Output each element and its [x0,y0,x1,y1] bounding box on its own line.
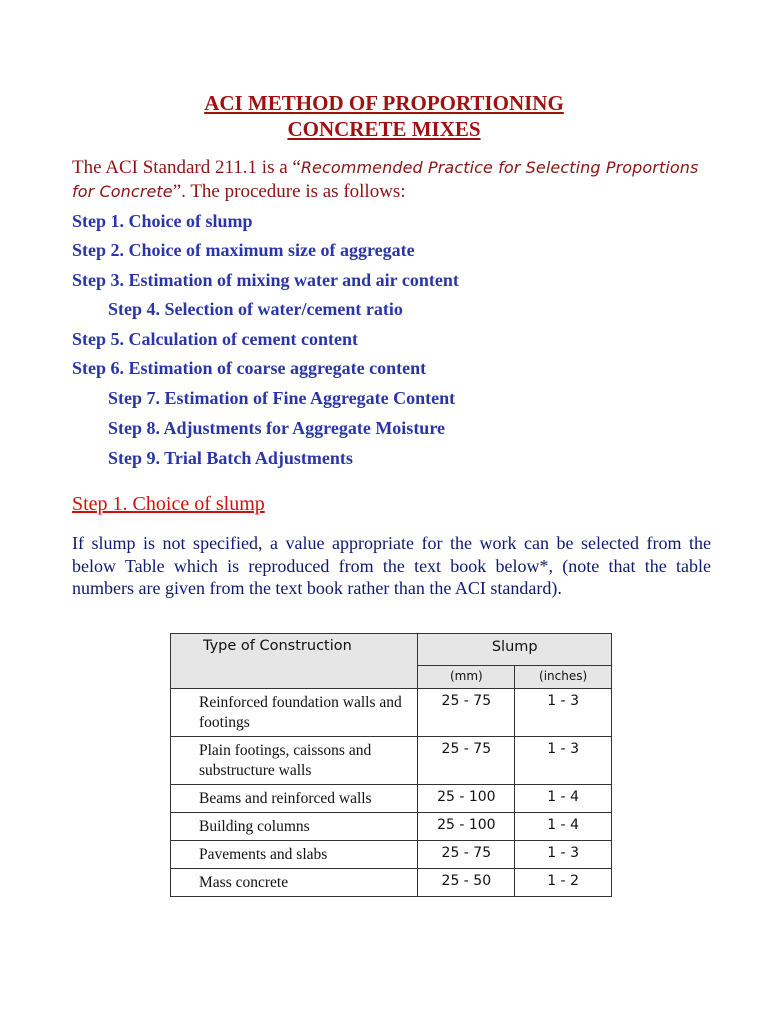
table-cell-type: Pavements and slabs [171,841,418,869]
table-header-type: Type of Construction [171,634,418,689]
document-title-line-1: ACI METHOD OF PROPORTIONING [204,91,564,115]
table-cell-inches: 1 - 3 [515,841,612,869]
table-cell-inches: 1 - 2 [515,869,612,897]
table-row [171,785,612,813]
table-subheader-mm: (mm) [418,665,515,688]
intro-paragraph [72,156,712,204]
step-list-item: Step 3. Estimation of mixing water and air content [72,270,459,290]
table-cell-type: Mass concrete [171,869,418,897]
table-cell-mm: 25 - 75 [418,689,515,737]
slump-paragraph: If slump is not specified, a value appropriate for the work can be selected from the below Table which is reproduced from the text book below*, (note that the table numbers are given from the text book rather than the ACI standard). [72,533,711,598]
table-row [171,841,612,869]
table-cell-type: Building columns [171,813,418,841]
table-cell-inches: 1 - 3 [515,689,612,737]
table-row [171,737,612,785]
table-cell-mm: 25 - 75 [418,737,515,785]
table-cell-mm: 25 - 100 [418,813,515,841]
step-list-item: Step 8. Adjustments for Aggregate Moisture [108,418,445,438]
table-cell-mm: 25 - 50 [418,869,515,897]
table-cell-mm: 25 - 75 [418,841,515,869]
table-cell-inches: 1 - 4 [515,813,612,841]
table-cell-inches: 1 - 3 [515,737,612,785]
intro-prefix: The ACI Standard 211.1 is a “ [72,157,301,178]
table-header-slump: Slump [418,634,612,666]
intro-suffix: ”. The procedure is as follows: [172,181,406,202]
table-cell-type: Reinforced foundation walls and footings [171,689,418,737]
slump-table [170,633,612,897]
table-cell-mm: 25 - 100 [418,785,515,813]
table-row [171,689,612,737]
step-list-item: Step 9. Trial Batch Adjustments [108,448,353,468]
table-cell-type: Plain footings, caissons and substructure walls [171,737,418,785]
table-row [171,869,612,897]
document-title-line-2: CONCRETE MIXES [287,117,481,141]
step-list-item: Step 7. Estimation of Fine Aggregate Content [108,388,456,408]
step-list-item: Step 6. Estimation of coarse aggregate content [72,358,427,378]
step-list-item: Step 1. Choice of slump [72,211,253,231]
step-list-item: Step 4. Selection of water/cement ratio [108,299,403,319]
table-cell-inches: 1 - 4 [515,785,612,813]
table-subheader-inches: (inches) [515,665,612,688]
table-cell-type: Beams and reinforced walls [171,785,418,813]
section-heading-step-1: Step 1. Choice of slump [72,493,265,515]
intro-italic-title: Recommended Practice for Selecting Proportions for Concrete [72,158,699,201]
step-list-item: Step 2. Choice of maximum size of aggregate [72,240,415,260]
step-list-item: Step 5. Calculation of cement content [72,329,358,349]
table-row [171,813,612,841]
